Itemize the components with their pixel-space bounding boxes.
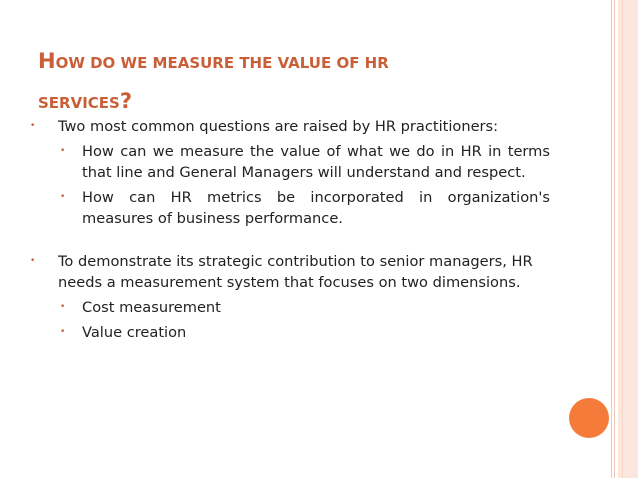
bullet-icon: • bbox=[60, 327, 66, 337]
sub-bullet-item bbox=[30, 141, 550, 183]
bullet-icon: • bbox=[30, 121, 36, 131]
decor-band bbox=[611, 0, 612, 478]
decor-band bbox=[622, 0, 623, 478]
bullet-text: Value creation bbox=[82, 324, 187, 341]
sub-bullet-item bbox=[30, 322, 550, 343]
spacer bbox=[30, 233, 550, 251]
bullet-text: To demonstrate its strategic contribution to senior managers, HR needs a measurement system that focuses on two dimensions. bbox=[58, 253, 533, 291]
bullet-icon: • bbox=[60, 146, 66, 156]
bullet-text: How can HR metrics be incorporated in organization's measures of business performance. bbox=[82, 189, 550, 227]
bullet-item bbox=[30, 116, 550, 137]
decor-circle bbox=[569, 398, 609, 438]
sub-bullet-item bbox=[30, 187, 550, 229]
decor-band bbox=[618, 0, 638, 478]
bullet-text: Cost measurement bbox=[82, 299, 221, 316]
bullet-icon: • bbox=[30, 256, 36, 266]
bullet-text: Two most common questions are raised by HR practitioners: bbox=[58, 118, 499, 135]
bullet-text: How can we measure the value of what we do in HR in terms that line and General Managers will understand and respect. bbox=[82, 143, 550, 181]
sub-bullet-item bbox=[30, 297, 550, 318]
bullet-icon: • bbox=[60, 192, 66, 202]
slide-title: HOW DO WE MEASURE THE VALUE OF HR SERVICES? bbox=[38, 49, 389, 113]
bullet-item bbox=[30, 251, 550, 293]
bullet-icon: • bbox=[60, 302, 66, 312]
slide-body bbox=[30, 116, 550, 347]
decor-band bbox=[614, 0, 615, 478]
